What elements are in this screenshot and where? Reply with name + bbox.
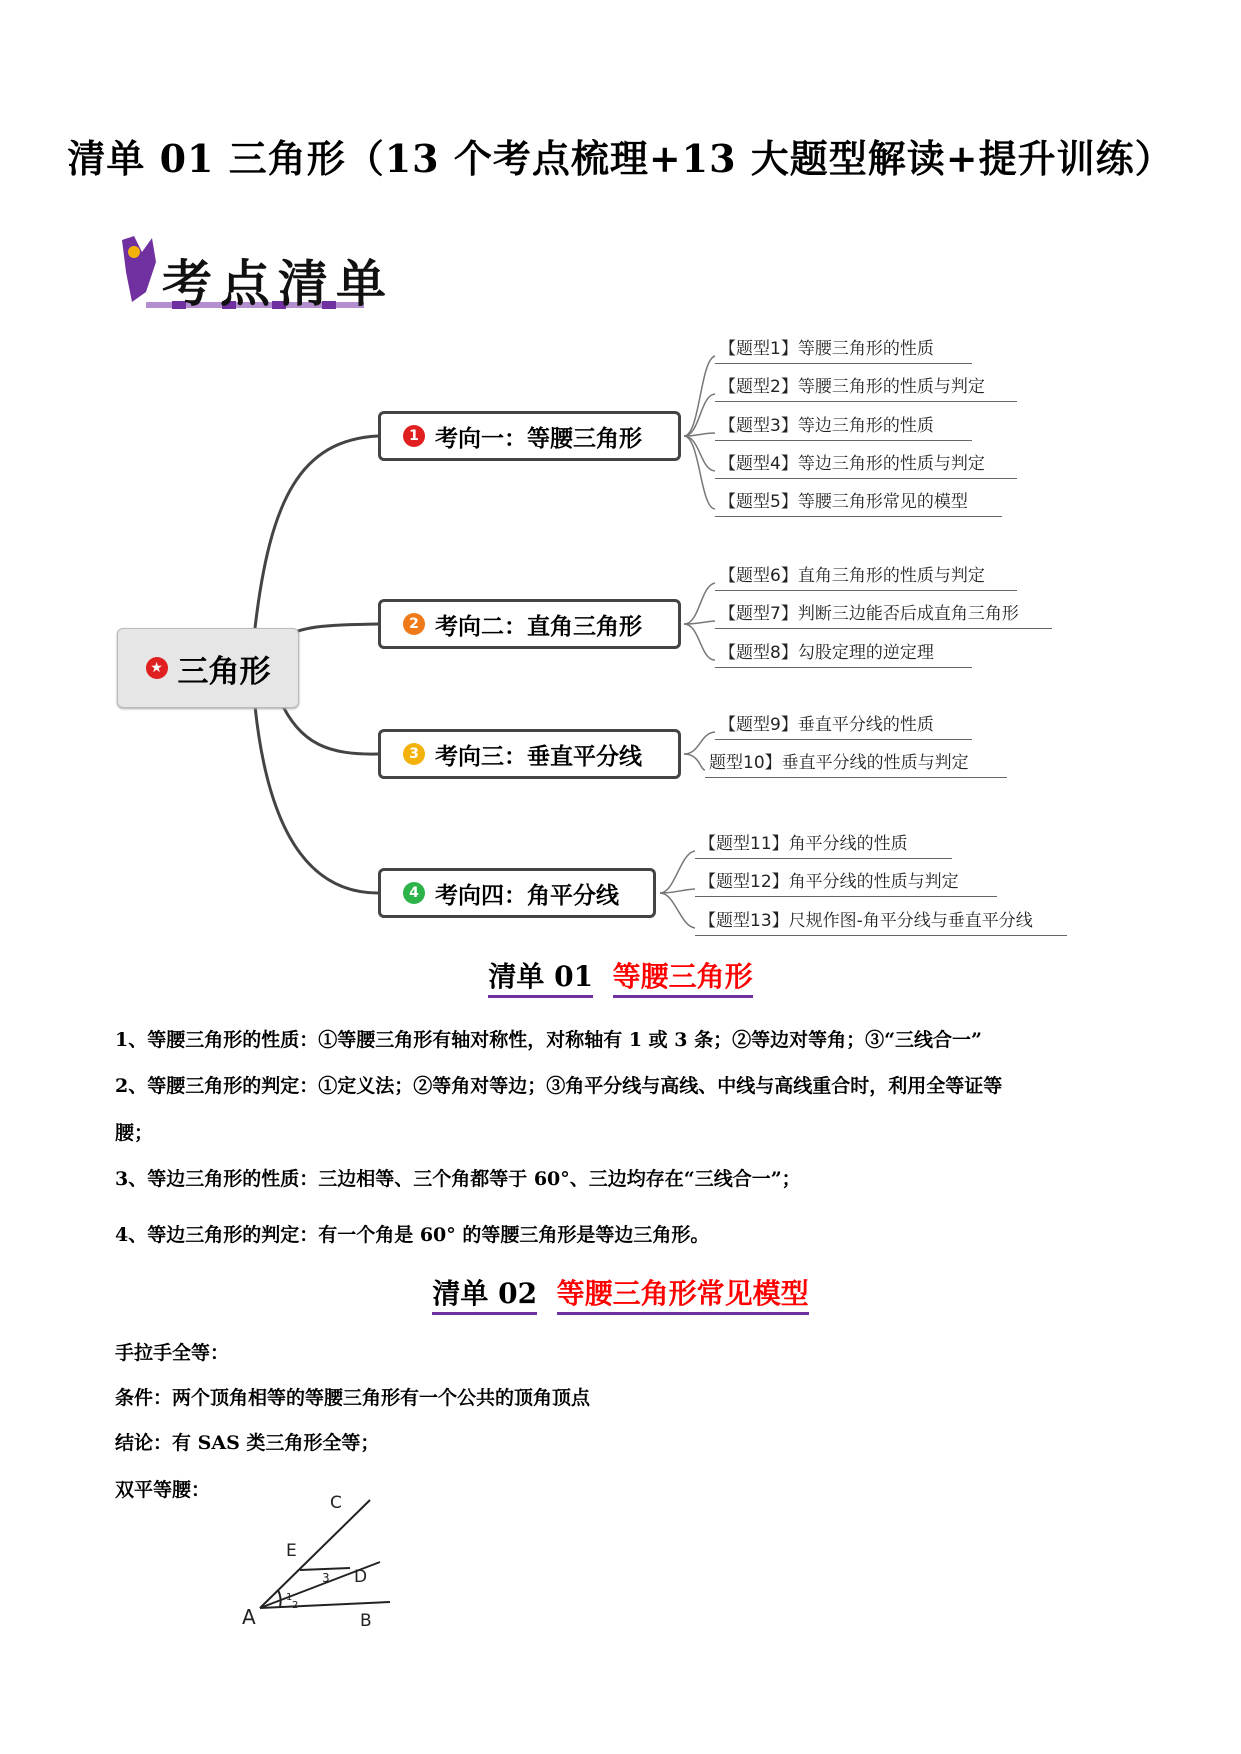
s1-line-2: 2、等腰三角形的判定：①定义法；②等角对等边；③角平分线与高线、中线与高线重合时，利用全等证等 xyxy=(115,1075,1003,1097)
s2-line-3: 结论：有 SAS 类三角形全等； xyxy=(115,1432,380,1454)
direction-3-label: 考向三：垂直平分线 xyxy=(435,743,642,770)
section-1-name: 等腰三角形 xyxy=(613,960,753,998)
s1-line-4: 3、等边三角形的性质：三边相等、三个角都等于 60°、三边均存在“三线合一”； xyxy=(115,1168,801,1190)
s1-line-1: 1、等腰三角形的性质：①等腰三角形有轴对称性，对称轴有 1 或 3 条；②等边对等角；③“三线合一” xyxy=(115,1029,982,1051)
topic-12: 【题型12】角平分线的性质与判定 xyxy=(695,867,997,897)
fig-label-3: 3 xyxy=(322,1571,330,1585)
root-label: 三角形 xyxy=(177,653,271,690)
topic-9: 【题型9】垂直平分线的性质 xyxy=(715,710,972,740)
fig-label-d: D xyxy=(354,1567,368,1587)
direction-1 xyxy=(378,411,681,461)
page-title: 清单 01 三角形（13 个考点梳理+13 大题型解读+提升训练） xyxy=(67,136,1174,181)
fig-label-a: A xyxy=(242,1605,256,1629)
topic-4: 【题型4】等边三角形的性质与判定 xyxy=(715,449,1017,479)
direction-4-label: 考向四：角平分线 xyxy=(435,882,619,909)
section-2-heading xyxy=(0,1272,1241,1312)
section-1-heading xyxy=(0,955,1241,995)
topic-7: 【题型7】判断三边能否后成直角三角形 xyxy=(715,599,1052,629)
topic-3: 【题型3】等边三角形的性质 xyxy=(715,411,972,441)
number-3-icon: 3 xyxy=(403,743,425,765)
fig-label-e: E xyxy=(286,1541,297,1561)
topic-10: 题型10】垂直平分线的性质与判定 xyxy=(705,748,1007,778)
direction-4 xyxy=(378,868,656,918)
star-icon: ★ xyxy=(146,657,168,679)
fig-label-c: C xyxy=(330,1493,342,1513)
mindmap-root xyxy=(117,628,299,708)
angle-bisector-figure xyxy=(230,1490,410,1630)
number-1-icon: 1 xyxy=(403,425,425,447)
direction-2 xyxy=(378,599,681,649)
number-4-icon: 4 xyxy=(403,882,425,904)
badge-title: 考点清单 xyxy=(162,254,394,313)
direction-3 xyxy=(378,729,681,779)
topic-2: 【题型2】等腰三角形的性质与判定 xyxy=(715,372,1017,402)
s1-line-5: 4、等边三角形的判定：有一个角是 60° 的等腰三角形是等边三角形。 xyxy=(115,1224,710,1246)
topic-11: 【题型11】角平分线的性质 xyxy=(695,829,952,859)
direction-2-label: 考向二：直角三角形 xyxy=(435,613,642,640)
section-2-number: 清单 02 xyxy=(432,1277,537,1315)
s1-line-3: 腰； xyxy=(115,1122,154,1144)
number-2-icon: 2 xyxy=(403,613,425,635)
s2-line-1: 手拉手全等： xyxy=(115,1342,230,1364)
s2-line-4: 双平等腰： xyxy=(115,1479,211,1501)
topic-8: 【题型8】勾股定理的逆定理 xyxy=(715,638,972,668)
topic-1: 【题型1】等腰三角形的性质 xyxy=(715,334,972,364)
fig-label-2: 2 xyxy=(292,1600,299,1611)
topic-13: 【题型13】尺规作图-角平分线与垂直平分线 xyxy=(695,906,1067,936)
direction-1-label: 考向一：等腰三角形 xyxy=(435,425,642,452)
s2-line-2: 条件：两个顶角相等的等腰三角形有一个公共的顶角顶点 xyxy=(115,1387,591,1409)
fig-label-b: B xyxy=(360,1611,372,1630)
topic-5: 【题型5】等腰三角形常见的模型 xyxy=(715,487,1002,517)
fig-label-1: 1 xyxy=(286,1592,293,1603)
section-2-name: 等腰三角形常见模型 xyxy=(557,1277,809,1315)
section-1-number: 清单 01 xyxy=(488,960,593,998)
topic-6: 【题型6】直角三角形的性质与判定 xyxy=(715,561,1017,591)
